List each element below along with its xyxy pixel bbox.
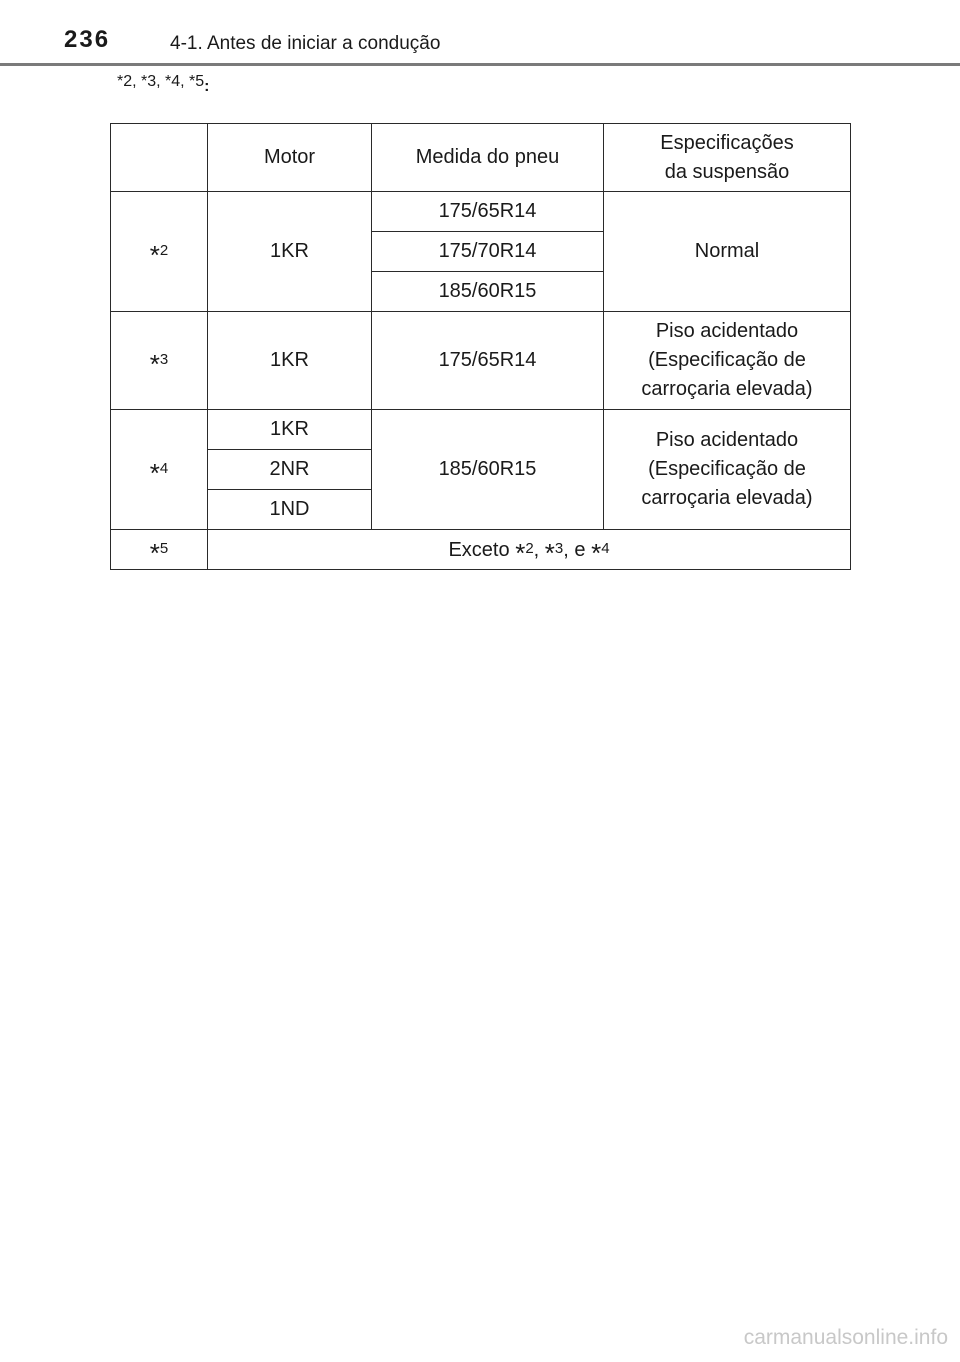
suspension-cell — [604, 312, 851, 410]
note-number: 3 — [159, 351, 169, 368]
suspension-cell — [604, 410, 851, 530]
except-cell — [208, 530, 851, 570]
asterisk-mark: * — [591, 538, 602, 568]
header-tire: Medida do pneu — [372, 124, 604, 192]
table-header-row — [111, 124, 851, 192]
tire-cell: 175/65R14 — [372, 192, 604, 232]
table-row — [111, 530, 851, 570]
tire-cell: 185/60R15 — [372, 272, 604, 312]
note-cell-4 — [111, 410, 208, 530]
note-number: 5 — [159, 540, 169, 557]
suspension-line: Piso acidentado — [655, 320, 799, 342]
suspension-line: carroçaria elevada) — [641, 487, 813, 509]
ref-number: 3 — [554, 540, 564, 557]
suspension-line: carroçaria elevada) — [641, 378, 813, 400]
motor-cell: 2NR — [208, 450, 372, 490]
except-prefix: Exceto — [448, 539, 510, 561]
note-cell-3 — [111, 312, 208, 410]
asterisk-mark: * — [149, 538, 160, 568]
header-suspension — [604, 124, 851, 192]
motor-cell: 1KR — [208, 312, 372, 410]
intro-note — [117, 73, 210, 95]
ref-separator: , — [533, 539, 540, 561]
asterisk-mark: * — [149, 240, 160, 270]
note-cell-2 — [111, 192, 208, 312]
table-row — [111, 192, 851, 232]
asterisk-mark: * — [544, 538, 555, 568]
intro-colon: : — [204, 78, 210, 95]
header-suspension-line1: Especificações — [660, 131, 794, 154]
header-motor: Motor — [208, 124, 372, 192]
tire-cell: 175/65R14 — [372, 312, 604, 410]
header-suspension-line2: da suspensão — [664, 160, 790, 183]
watermark: carmanualsonline.info — [743, 1326, 948, 1349]
header-rule — [0, 63, 960, 66]
table-row — [111, 410, 851, 450]
suspension-line: (Especificação de — [648, 458, 806, 480]
suspension-line: (Especificação de — [648, 349, 806, 371]
note-number: 4 — [159, 460, 169, 477]
tire-cell: 185/60R15 — [372, 410, 604, 530]
ref-conjunction: , e — [563, 539, 586, 561]
asterisk-mark: * — [515, 538, 526, 568]
page-header — [0, 0, 960, 66]
motor-cell: 1KR — [208, 410, 372, 450]
note-cell-5 — [111, 530, 208, 570]
motor-cell: 1ND — [208, 490, 372, 530]
tire-cell: 175/70R14 — [372, 232, 604, 272]
intro-text: *2, *3, *4, *5 — [117, 73, 205, 90]
suspension-cell: Normal — [604, 192, 851, 312]
header-empty-cell — [111, 124, 208, 192]
asterisk-mark: * — [149, 349, 160, 379]
ref-number: 4 — [601, 540, 610, 557]
motor-cell: 1KR — [208, 192, 372, 312]
ref-number: 2 — [525, 540, 534, 557]
table-row — [111, 312, 851, 410]
spec-table — [110, 123, 851, 570]
note-number: 2 — [159, 242, 169, 259]
page-number: 236 — [64, 26, 111, 53]
asterisk-mark: * — [149, 458, 160, 488]
suspension-line: Piso acidentado — [655, 429, 799, 451]
section-title: 4-1. Antes de iniciar a condução — [170, 33, 441, 54]
